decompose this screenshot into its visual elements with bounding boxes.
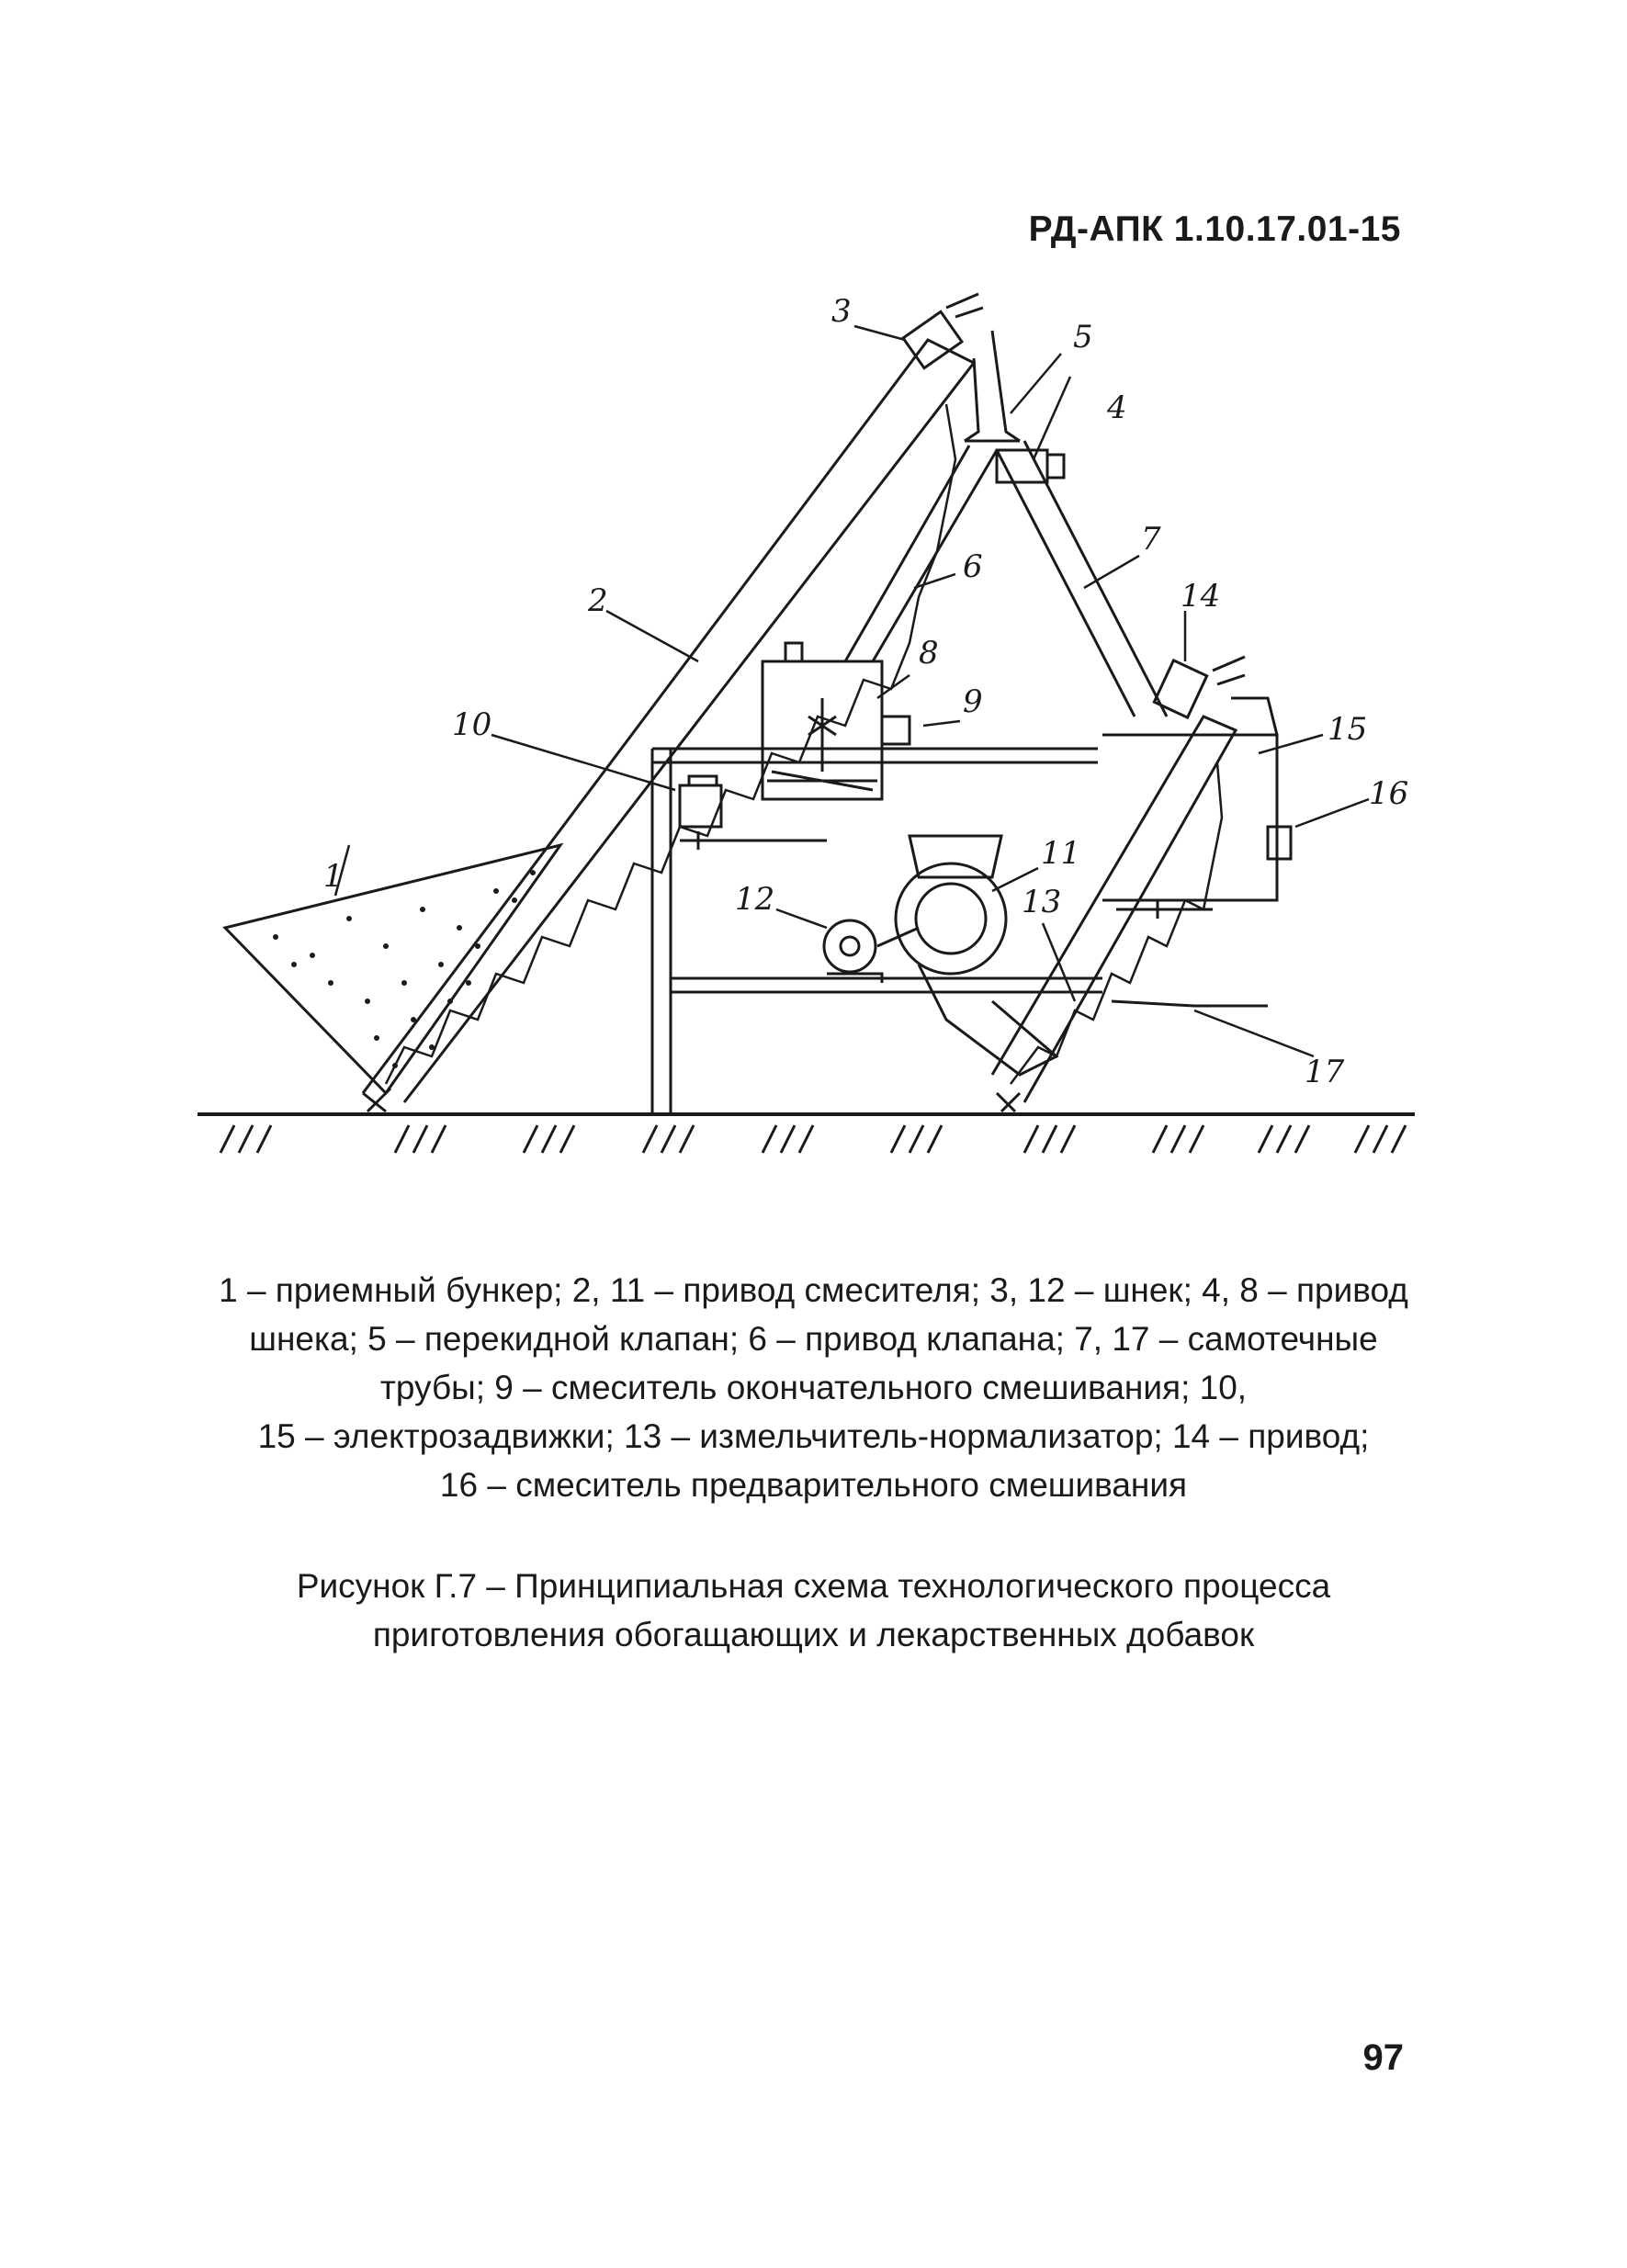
figure-caption: [165, 1562, 1462, 1659]
callout-9: 9: [963, 683, 983, 720]
legend-line: 16 – смеситель предварительного смешивания: [439, 1466, 1188, 1504]
callout-2: 2: [588, 582, 608, 619]
mixer-drive-12: [824, 920, 919, 983]
switching-valve-5: [965, 331, 1020, 441]
callout-6: 6: [963, 548, 983, 585]
callout-1: 1: [323, 858, 344, 895]
receiving-hopper: [225, 845, 560, 1093]
final-mixer-9: [763, 643, 910, 799]
callout-10: 10: [452, 706, 492, 743]
auger-drive-motor-3: [903, 294, 983, 368]
figure-legend: [165, 1266, 1462, 1509]
callout-14: 14: [1181, 578, 1221, 615]
page-number: 97: [1362, 2037, 1404, 2078]
legend-line: 15 – электрозадвижки; 13 – измельчитель-нормализатор; 14 – привод;: [257, 1417, 1370, 1455]
legend-line: 1 – приемный бункер; 2, 11 – привод смесителя; 3, 12 – шнек; 4, 8 – привод: [219, 1271, 1408, 1309]
legend-line: шнека; 5 – перекидной клапан; 6 – привод клапана; 7, 17 – самотечные: [249, 1320, 1378, 1358]
ground-line: [198, 1114, 1415, 1153]
pre-mixer-16: [1102, 698, 1291, 1006]
callout-4: 4: [1107, 389, 1127, 426]
callout-11: 11: [1041, 835, 1081, 872]
callout-15: 15: [1328, 711, 1368, 748]
caption-line: Рисунок Г.7 – Принципиальная схема технологического процесса: [296, 1567, 1331, 1605]
drive-14: [1154, 657, 1245, 717]
legend-line: трубы; 9 – смеситель окончательного смешивания; 10,: [379, 1369, 1248, 1406]
document-code: РД-АПК 1.10.17.01-15: [1028, 209, 1401, 249]
callout-5: 5: [1073, 319, 1093, 355]
callout-7: 7: [1141, 521, 1161, 558]
callout-17: 17: [1305, 1054, 1345, 1090]
caption-line: приготовления обогащающих и лекарственных добавок: [372, 1616, 1255, 1653]
electric-gate-10: [680, 776, 827, 850]
callout-13: 13: [1022, 884, 1062, 920]
callout-3: 3: [831, 293, 852, 330]
callout-8: 8: [919, 635, 939, 671]
callout-12: 12: [735, 881, 775, 918]
callout-16: 16: [1369, 775, 1409, 812]
